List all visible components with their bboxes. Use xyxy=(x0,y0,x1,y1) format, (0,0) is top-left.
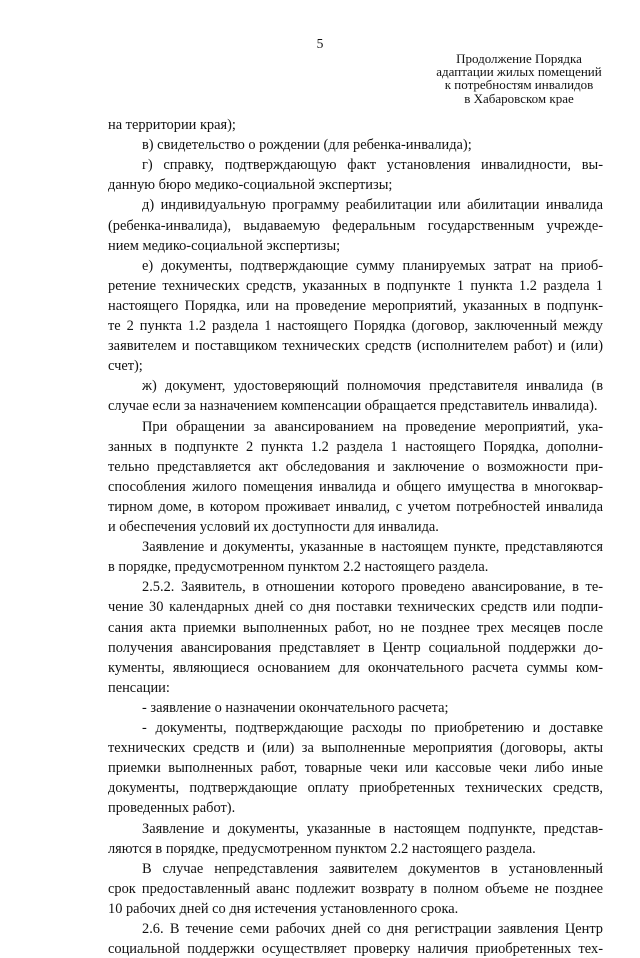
body-line: чение 30 календарных дней со дня поставки технических средств или подпи- xyxy=(108,599,603,616)
body-line: сания акта приемки выполненных работ, но не позднее трех месяцев после xyxy=(108,619,603,636)
body-line: случае если за назначением компенсации обращается представитель инвалида). xyxy=(108,398,598,415)
body-line: кументы, являющиеся основанием для окончательного расчета суммы ком- xyxy=(108,659,603,676)
body-line: документы, подтверждающие оплату приобретенных технических средств, xyxy=(108,780,603,797)
body-line: (ребенка-инвалида), выдаваемую федеральным государственным учрежде- xyxy=(108,217,603,234)
body-line: е) документы, подтверждающие сумму планируемых затрат на приоб- xyxy=(142,257,603,274)
body-line: в порядке, предусмотренном пунктом 2.2 настоящего раздела. xyxy=(108,559,489,576)
body-line: и обеспечения условий их доступности для инвалида. xyxy=(108,519,439,535)
body-line: проведенных работ). xyxy=(108,800,236,817)
body-line: заявителем и поставщиком технических средств (исполнителем работ) и (или) xyxy=(108,338,603,355)
body-line: те 2 пункта 1.2 раздела 1 настоящего Порядка (договор, заключенный между xyxy=(108,318,603,334)
body-line: При обращении за авансированием на проведение мероприятий, ука- xyxy=(142,418,603,435)
body-line: на территории края); xyxy=(108,117,236,133)
body-line: - документы, подтверждающие расходы по приобретению и доставке xyxy=(142,720,603,736)
body-line: г) справку, подтверждающую факт установления инвалидности, вы- xyxy=(142,157,603,174)
body-line: Заявление и документы, указанные в настоящем пункте, представляются xyxy=(142,539,603,556)
body-line: ж) документ, удостоверяющий полномочия представителя инвалида (в xyxy=(142,378,603,395)
header-line: адаптации жилых помещений xyxy=(436,64,602,80)
body-line: пенсации: xyxy=(108,679,170,696)
body-line: получения авансирования представляет в Центр социальной поддержки до- xyxy=(108,639,603,656)
body-line: 10 рабочих дней со дня истечения установленного срока. xyxy=(108,900,459,917)
body-line: социальной поддержки осуществляет проверку наличия приобретенных тех- xyxy=(108,941,603,958)
body-line: занных в подпункте 2 пункта 1.2 раздела 1 настоящего Порядка, дополни- xyxy=(108,438,603,455)
page-number: 5 xyxy=(316,36,324,51)
body-line: приемки выполненных работ, товарные чеки или кассовые чеки либо иные xyxy=(108,760,603,777)
body-line: д) индивидуальную программу реабилитации или абилитации инвалида xyxy=(142,197,603,214)
body-line: В случае непредставления заявителем документов в установленный xyxy=(142,860,603,877)
header-line: Продолжение Порядка xyxy=(456,51,582,66)
body-line: данную бюро медико-социальной экспертизы; xyxy=(108,177,393,194)
body-line: способления жилого помещения инвалида и общего имущества в многоквар- xyxy=(108,478,603,495)
body-line: 2.5.2. Заявитель, в отношении которого проведено авансирование, в те- xyxy=(142,579,603,596)
header-line: к потребностям инвалидов xyxy=(444,77,594,93)
continuation-header xyxy=(398,52,640,105)
body-line: нием медико-социальной экспертизы; xyxy=(108,237,341,254)
body-line: тельно представляется акт обследования и заключение о возможности при- xyxy=(108,458,603,475)
body-line: настоящего Порядка, или на проведение мероприятий, указанных в подпунк- xyxy=(108,297,603,314)
body-line: в) свидетельство о рождении (для ребенка-инвалида); xyxy=(142,137,472,154)
body-line: технических средств и (или) за выполненные мероприятия (договоры, акты xyxy=(108,740,603,757)
header-line: в Хабаровском крае xyxy=(464,90,574,106)
body-line: срок предоставленный аванс подлежит возврату в полном объеме не позднее xyxy=(108,880,603,897)
body-line: ретение технических средств, указанных в подпункте 1 пункта 1.2 раздела 1 xyxy=(108,277,603,294)
body-line: тирном доме, в котором проживает инвалид, с учетом потребностей инвалида xyxy=(108,498,603,515)
body-line: Заявление и документы, указанные в настоящем подпункте, представ- xyxy=(142,820,603,837)
body-line: ляются в порядке, предусмотренном пунктом 2.2 настоящего раздела. xyxy=(108,840,536,857)
body-line: 2.6. В течение семи рабочих дней со дня регистрации заявления Центр xyxy=(142,921,603,937)
body-line: - заявление о назначении окончательного расчета; xyxy=(142,699,449,716)
body-line: счет); xyxy=(108,358,143,375)
